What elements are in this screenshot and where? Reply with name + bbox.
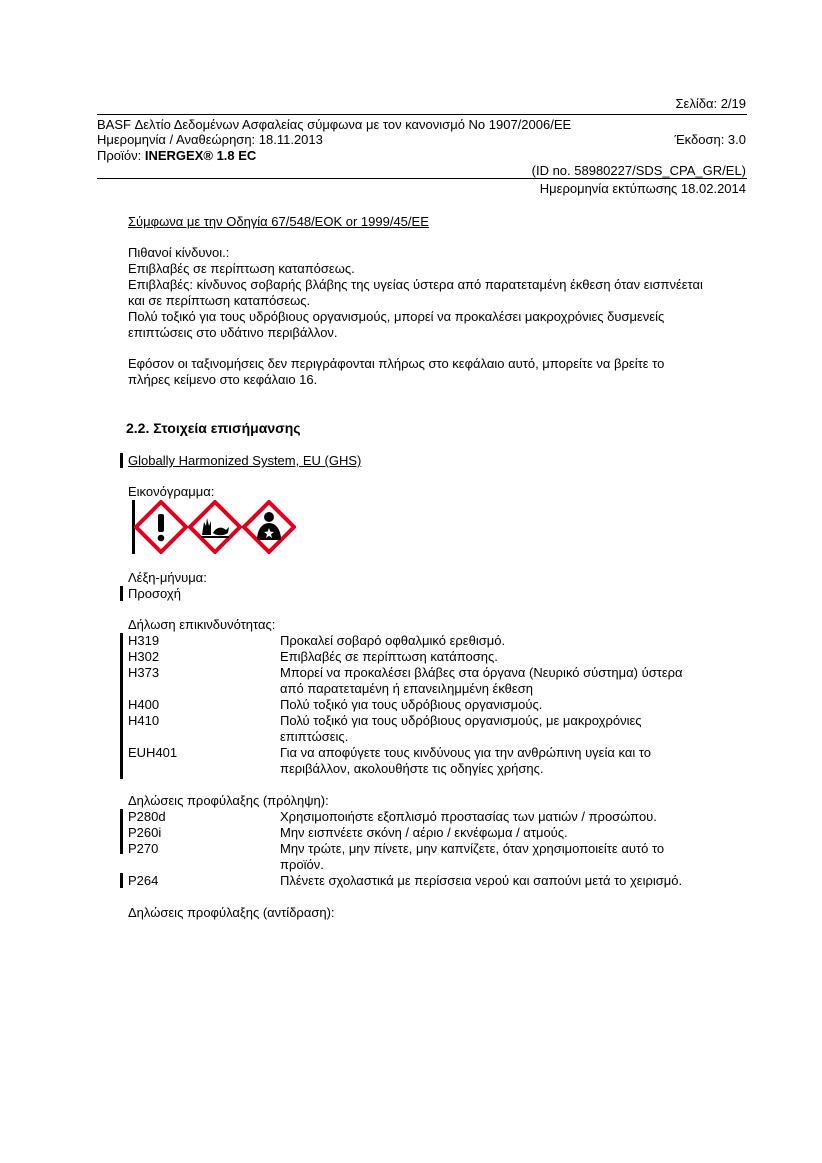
precaution-statement: Πλένετε σχολαστικά με περίσσεια νερού και σαπούνι μετά το χειρισμό.	[280, 873, 683, 888]
hazards-label: Πιθανοί κίνδυνοι.:	[128, 245, 230, 260]
product-label: Προϊόν:	[97, 148, 145, 163]
header-left-rule	[97, 178, 512, 179]
hazard-statement: Μπορεί να προκαλέσει βλάβες στα όργανα (Νευρικό σύστημα) ύστερα	[280, 665, 683, 680]
hazard-text-line: και σε περίπτωση καταπόσεως.	[128, 293, 311, 308]
page-number: Σελίδα: 2/19	[675, 96, 746, 111]
hazard-statement: Προκαλεί σοβαρό οφθαλμικό ερεθισμό.	[280, 633, 506, 648]
hazard-text-line: Πολύ τοξικό για τους υδρόβιους οργανισμούς, μπορεί να προκαλέσει μακροχρόνιες δυσμενείς	[128, 309, 665, 324]
hazard-code: H400	[128, 697, 160, 712]
response-label: Δηλώσεις προφύλαξης (αντίδραση):	[128, 905, 335, 920]
classification-note: πλήρες κείμενο στο κεφάλαιο 16.	[128, 372, 318, 387]
hazard-statement: επιπτώσεις.	[280, 729, 349, 744]
print-date: Ημερομηνία εκτύπωσης 18.02.2014	[539, 181, 746, 196]
precaution-code: P264	[128, 873, 159, 888]
product	[97, 148, 256, 163]
precaution-code: P270	[128, 841, 159, 856]
precaution-statement: Μην εισπνέετε σκόνη / αέριο / εκνέφωμα / ατμούς.	[280, 825, 568, 840]
precaution-code: P280d	[128, 809, 166, 824]
prevention-label: Δηλώσεις προφύλαξης (πρόληψη):	[128, 793, 329, 808]
hazard-text-line: Επιβλαβές: κίνδυνος σοβαρής βλάβης της υγείας ύστερα από παρατεταμένη έκθεση όταν εισπνέεται	[128, 277, 703, 292]
hazard-statement: Πολύ τοξικό για τους υδρόβιους οργανισμούς, με μακροχρόνιες	[280, 713, 642, 728]
signal-word-label: Λέξη-μήνυμα:	[128, 570, 207, 585]
precaution-statement: προϊόν.	[280, 857, 324, 872]
signal-word: Προσοχή	[128, 586, 181, 601]
hazard-statement: Για να αποφύγετε τους κινδύνους για την ανθρώπινη υγεία και το	[280, 745, 652, 760]
environment-icon	[188, 500, 242, 554]
health-hazard-icon	[242, 500, 296, 554]
change-bar	[120, 586, 123, 601]
hazard-statement: Πολύ τοξικό για τους υδρόβιους οργανισμούς.	[280, 697, 543, 712]
hazard-code: EUH401	[128, 745, 178, 760]
document-title: BASF Δελτίο Δεδομένων Ασφαλείας σύμφωνα με τον κανονισμό No 1907/2006/ΕΕ	[97, 117, 572, 132]
hazard-statement: από παρατεταμένη ή επανειλημμένη έκθεση	[280, 681, 533, 696]
precaution-code: P260i	[128, 825, 162, 840]
change-bar	[120, 873, 123, 888]
change-bar	[120, 633, 123, 779]
hazard-statement: Επιβλαβές σε περίπτωση κατάποσης.	[280, 649, 498, 664]
pictogram-label: Εικονόγραμμα:	[128, 484, 215, 499]
classification-note: Εφόσον οι ταξινομήσεις δεν περιγράφονται πλήρως στο κεφάλαιο αυτό, μπορείτε να βρείτε το	[128, 356, 665, 371]
product-name: INERGEX® 1.8 EC	[144, 148, 257, 163]
version: Έκδοση: 3.0	[674, 132, 746, 147]
hazard-text-line: Επιβλαβές σε περίπτωση καταπόσεως.	[128, 261, 355, 276]
header-top-rule	[97, 114, 747, 115]
header-right-rule	[512, 178, 747, 179]
precaution-statement: Μην τρώτε, μην πίνετε, μην καπνίζετε, όταν χρησιμοποιείτε αυτό το	[280, 841, 665, 856]
change-bar	[120, 809, 123, 854]
change-bar	[120, 453, 123, 468]
hazard-code: H410	[128, 713, 160, 728]
hazard-code: H319	[128, 633, 160, 648]
directive-heading: Σύμφωνα με την Οδηγία 67/548/ΕΟΚ or 1999/45/ΕΕ	[128, 214, 429, 229]
ghs-heading: Globally Harmonized System, EU (GHS)	[128, 453, 362, 468]
precaution-statement: Χρησιμοποιήστε εξοπλισμό προστασίας των ματιών / προσώπου.	[280, 809, 657, 824]
hazard-statements-label: Δήλωση επικινδυνότητας:	[128, 617, 276, 632]
hazard-code: H302	[128, 649, 160, 664]
exclamation-mark-icon	[134, 500, 188, 554]
hazard-text-line: επιπτώσεις στο υδάτινο περιβάλλον.	[128, 325, 338, 340]
date-revision: Ημερομηνία / Αναθεώρηση: 18.11.2013	[97, 132, 323, 147]
hazard-statement: περιβάλλον, ακολουθήστε τις οδηγίες χρήσης.	[280, 761, 544, 776]
hazard-code: H373	[128, 665, 160, 680]
section-title: 2.2. Στοιχεία επισήμανσης	[126, 420, 301, 436]
document-id: (ID no. 58980227/SDS_CPA_GR/EL)	[531, 163, 746, 178]
